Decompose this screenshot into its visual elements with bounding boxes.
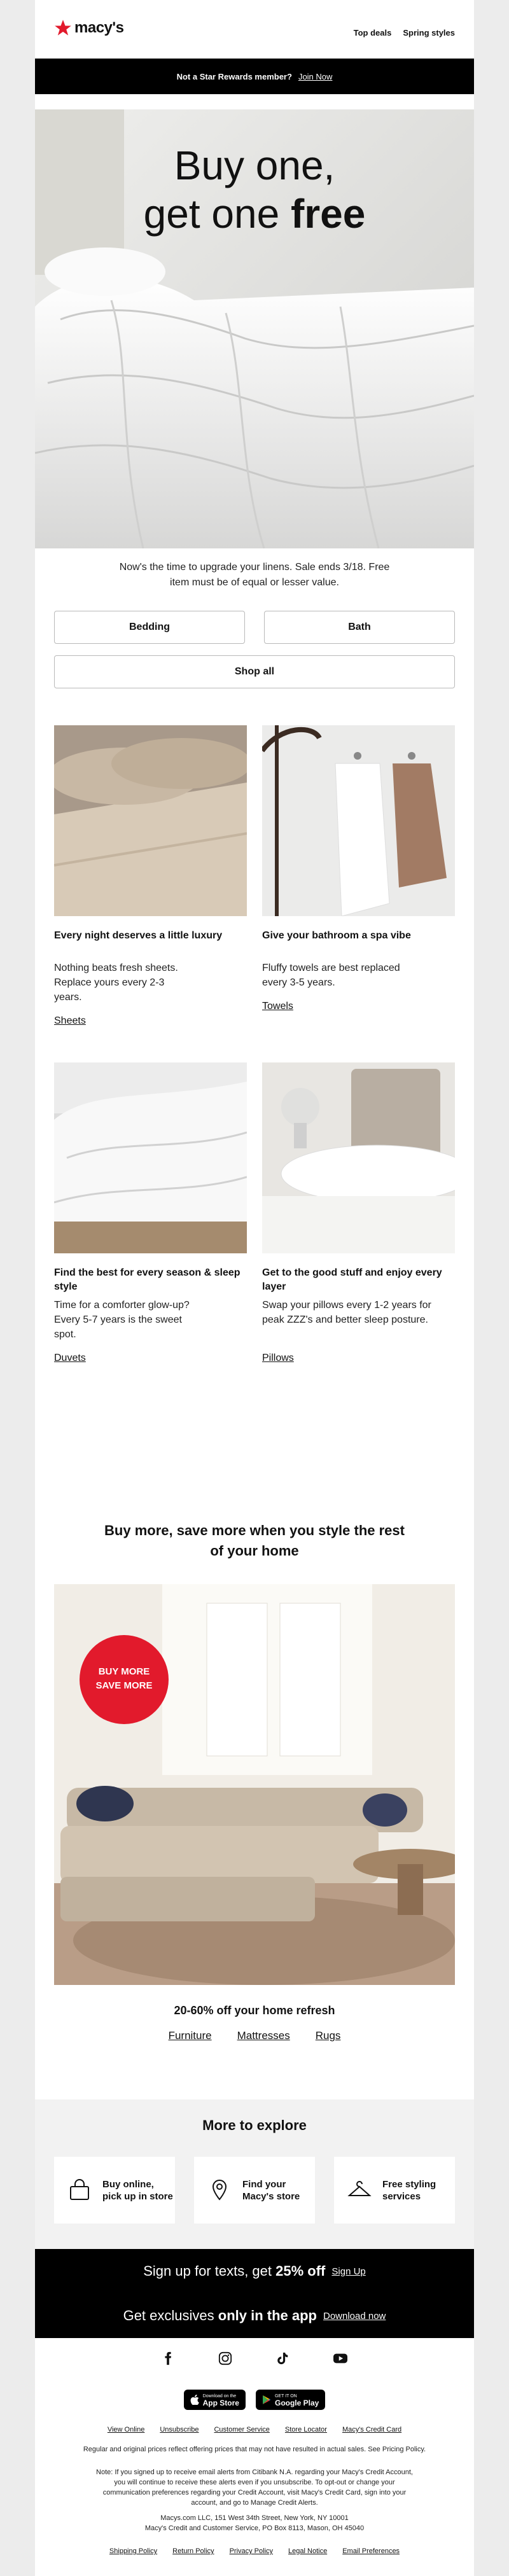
google-play-icon — [262, 2395, 271, 2405]
download-now-link[interactable]: Download now — [323, 2310, 386, 2322]
hero-title — [35, 141, 474, 238]
pillows-image[interactable] — [262, 1062, 455, 1253]
apple-badge-small: Download on the — [202, 2394, 237, 2398]
pillows-photo — [262, 1062, 455, 1253]
shop-all-button[interactable]: Shop all — [54, 655, 455, 688]
find-store-box[interactable] — [194, 2157, 315, 2224]
sheets-link[interactable]: Sheets — [54, 1015, 86, 1026]
macys-logo[interactable] — [54, 19, 123, 37]
towels-link[interactable]: Towels — [262, 1001, 293, 1012]
apple-icon — [190, 2395, 199, 2405]
customer-service-link[interactable]: Customer Service — [214, 2426, 270, 2433]
card-sheets-body: Nothing beats fresh sheets. Replace yours every 2-3 years. — [54, 963, 178, 1003]
home-section-title: Buy more, save more when you style the rest of your home — [104, 1522, 405, 1559]
header — [35, 0, 474, 59]
home-links — [35, 2029, 474, 2042]
app-bar — [35, 2294, 474, 2338]
join-now-link[interactable]: Join Now — [298, 71, 333, 81]
hero-line-1: Buy one, — [174, 143, 335, 188]
facebook-icon[interactable] — [161, 2351, 175, 2365]
google-badge-small: GET IT ON — [274, 2394, 297, 2398]
tiktok-icon[interactable] — [275, 2351, 289, 2365]
credit-card-link[interactable]: Macy's Credit Card — [342, 2426, 402, 2433]
brand-name: macy's — [74, 19, 124, 36]
card-towels-body: Fluffy towels are best replaced every 3-5 years. — [262, 963, 400, 988]
texts-plain: Sign up for texts, get — [143, 2263, 272, 2279]
nav-spring-styles[interactable]: Spring styles — [403, 28, 455, 38]
shipping-policy-link[interactable]: Shipping Policy — [109, 2547, 158, 2555]
card-pillows-body: Swap your pillows every 1-2 years for peak ZZZ's and better sleep posture. — [262, 1300, 431, 1325]
rewards-text: Not a Star Rewards member? — [176, 71, 292, 81]
shopping-bag-icon — [67, 2178, 92, 2203]
living-room-image[interactable] — [54, 1584, 455, 1985]
privacy-policy-link[interactable]: Privacy Policy — [229, 2547, 274, 2555]
apple-badge-big: App Store — [202, 2398, 239, 2407]
address-line-1: Macys.com LLC, 151 West 34th Street, New York, NY 10001 — [160, 2514, 349, 2522]
card-duvets-heading: Find the best for every season & sleep style — [54, 1267, 241, 1292]
home-refresh-subtitle: 20-60% off your home refresh — [174, 2004, 335, 2017]
texts-bar — [35, 2249, 474, 2294]
address-line-2: Macy's Credit and Customer Service, PO Box 8113, Mason, OH 45040 — [144, 2524, 365, 2532]
badge-text: BUY MORE — [98, 1666, 150, 1677]
card-towels-heading: Give your bathroom a spa vibe — [262, 930, 411, 941]
google-play-badge[interactable] — [256, 2390, 325, 2410]
social-links — [35, 2351, 474, 2365]
unsubscribe-link[interactable]: Unsubscribe — [160, 2426, 199, 2433]
mattresses-link[interactable]: Mattresses — [237, 2029, 290, 2042]
email-preferences-link[interactable]: Email Preferences — [342, 2547, 400, 2555]
intro-text: Now's the time to upgrade your linens. Sale ends 3/18. Free item must be of equal or lesser value. — [119, 562, 390, 588]
badge-text-2: SAVE MORE — [95, 1680, 153, 1691]
location-pin-icon — [207, 2178, 232, 2203]
legal-notice-link[interactable]: Legal Notice — [288, 2547, 328, 2555]
hanger-icon — [347, 2178, 372, 2203]
view-online-link[interactable]: View Online — [107, 2426, 145, 2433]
find-store-label: Find your Macy's store — [242, 2178, 300, 2202]
bedding-button[interactable]: Bedding — [54, 611, 245, 644]
app-plain: Get exclusives — [123, 2308, 214, 2323]
card-pillows-heading: Get to the good stuff and enjoy every layer — [262, 1267, 442, 1292]
sheets-image[interactable] — [54, 725, 247, 916]
header-nav — [354, 28, 455, 38]
rugs-link[interactable]: Rugs — [315, 2029, 341, 2042]
card-sheets-heading: Every night deserves a little luxury — [54, 930, 223, 941]
nav-top-deals[interactable]: Top deals — [353, 28, 392, 38]
store-locator-link[interactable]: Store Locator — [284, 2426, 327, 2433]
duvets-image[interactable] — [54, 1062, 247, 1253]
towels-image[interactable] — [262, 725, 455, 916]
instagram-icon[interactable] — [218, 2351, 232, 2365]
styling-services-box[interactable] — [334, 2157, 455, 2224]
google-badge-big: Google Play — [274, 2398, 319, 2407]
app-store-badges — [35, 2390, 474, 2410]
star-icon — [54, 19, 72, 37]
more-to-explore — [35, 2099, 474, 2249]
pillows-link[interactable]: Pillows — [262, 1353, 294, 1363]
card-duvets-body: Time for a comforter glow-up? Every 5-7 years is the sweet spot. — [54, 1300, 190, 1340]
duvets-link[interactable]: Duvets — [54, 1353, 86, 1363]
towels-photo — [262, 725, 455, 916]
footer-links-top — [35, 2426, 474, 2433]
buy-more-badge-shape — [80, 1635, 169, 1724]
furniture-link[interactable]: Furniture — [168, 2029, 212, 2042]
hero-line-2-bold: free — [290, 191, 366, 237]
pickup-in-store-label: Buy online, pick up in store — [102, 2178, 173, 2202]
bath-button[interactable]: Bath — [264, 611, 455, 644]
footer-links-bottom — [35, 2547, 474, 2555]
hero-line-2 — [35, 190, 474, 238]
sheets-photo — [54, 725, 247, 916]
styling-services-label: Free styling services — [382, 2178, 436, 2202]
texts-bold: 25% off — [275, 2263, 326, 2279]
credit-alerts-note: Note: If you signed up to receive email alerts from Citibank N.A. regarding your Macy's Credit Account, you will continue to receive these alerts even if you unsubscribe. To opt-out or change your communication preferences regarding your Credit Account, visit Macy's Credit Card, sign into your account, and go to Manage Credit Alerts. — [96, 2468, 413, 2507]
app-bold: only in the app — [218, 2308, 317, 2323]
living-room-photo — [54, 1584, 455, 1985]
hero-banner[interactable] — [35, 109, 474, 548]
email-page — [35, 0, 474, 2576]
pickup-in-store-box[interactable] — [54, 2157, 175, 2224]
youtube-icon[interactable] — [333, 2351, 348, 2365]
pricing-note: Regular and original prices reflect offering prices that may not have resulted in actual sales. See Pricing Policy. — [83, 2446, 426, 2453]
sign-up-link[interactable]: Sign Up — [331, 2266, 366, 2277]
rewards-bar — [35, 59, 474, 94]
return-policy-link[interactable]: Return Policy — [172, 2547, 214, 2555]
app-store-badge[interactable] — [184, 2390, 246, 2410]
hero-line-2-plain: get one — [143, 191, 291, 237]
explore-title: More to explore — [202, 2117, 307, 2133]
duvets-photo — [54, 1062, 247, 1253]
